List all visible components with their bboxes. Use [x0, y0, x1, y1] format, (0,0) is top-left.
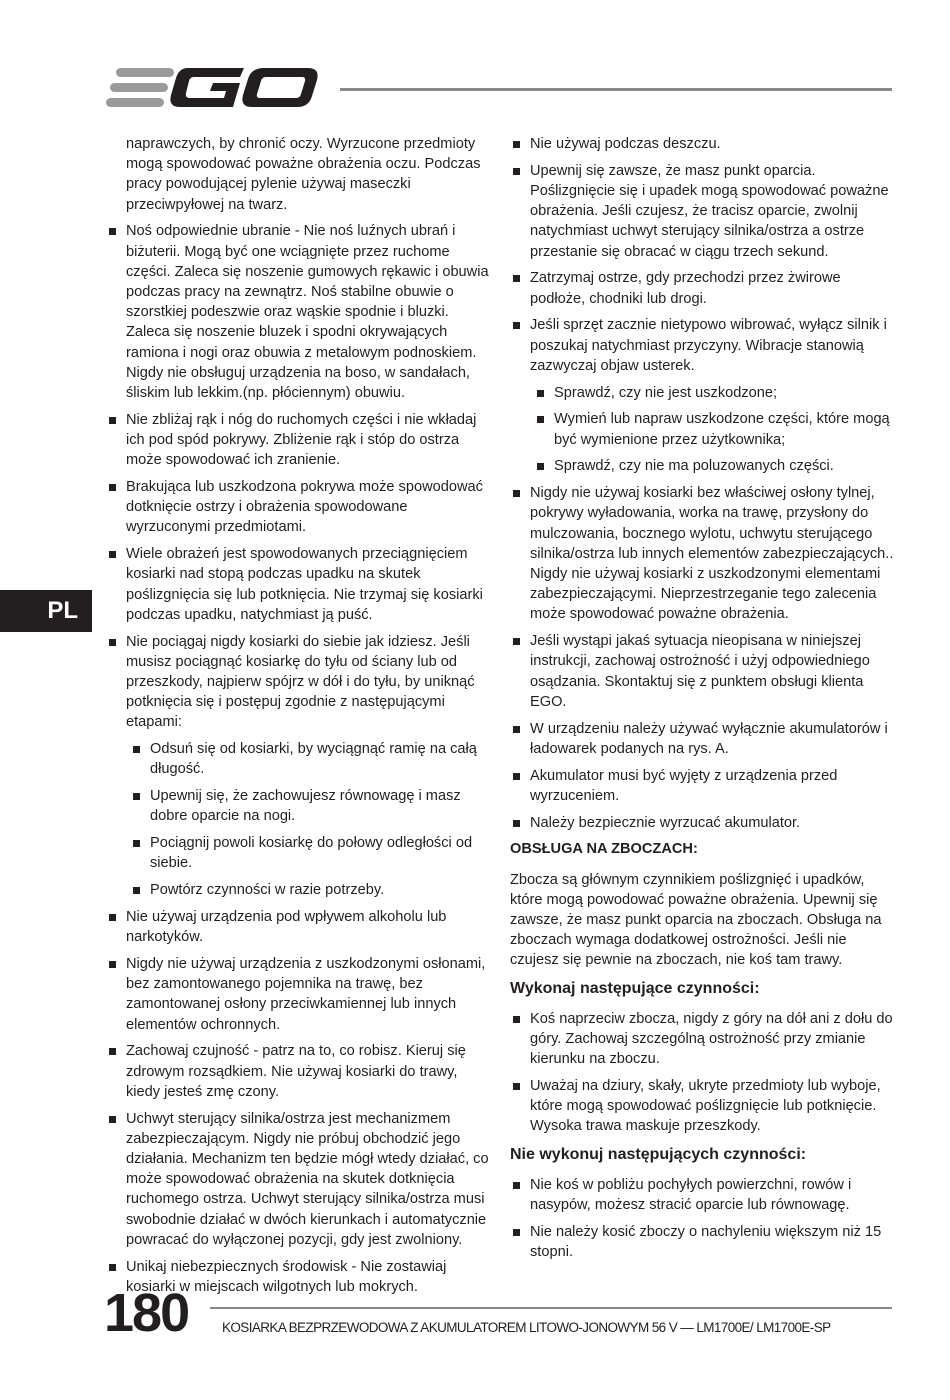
- continued-paragraph: naprawczych, by chronić oczy. Wyrzucone przedmioty mogą spowodować poważne obrażenia oczu. Podczas pracy powodującej pylenie używaj maseczki przeciwpyłowej na twarz.: [126, 136, 481, 213]
- right-list-a: [510, 134, 894, 477]
- sub-list-item: Wymień lub napraw uszkodzone części, które mogą być wymienione przez użytkownika;: [534, 409, 894, 449]
- list-item: Koś naprzeciw zbocza, nigdy z góry na dół ani z dołu do góry. Zachowaj szczególną ostrożność przy zmianie kierunku na zboczu.: [510, 1009, 894, 1070]
- list-item: Nie zbliżaj rąk i nóg do ruchomych części i nie wkładaj ich pod spód pokrywy. Zbliżenie rąk i stóp do ostrza może spowodować ich zranienie.: [106, 410, 490, 471]
- list-item: Akumulator musi być wyjęty z urządzenia przed wyrzuceniem.: [510, 766, 894, 806]
- left-list-b: [106, 907, 490, 1297]
- logo-o-letter: [242, 68, 317, 107]
- right-column: [510, 134, 894, 1269]
- do-heading: Wykonaj następujące czynności:: [510, 979, 760, 997]
- right-list-b: [510, 483, 894, 833]
- list-item: [510, 315, 894, 476]
- footer-product-text: KOSIARKA BEZPRZEWODOWA Z AKUMULATOREM LITOWO-JONOWYM 56 V — LM1700E/ LM1700E-SP: [222, 1320, 831, 1335]
- list-item: Nie koś w pobliżu pochyłych powierzchni, rowów i nasypów, możesz stracić oparcie lub równowagę.: [510, 1175, 894, 1215]
- right-sub-list: [530, 383, 894, 477]
- language-tab: PL: [0, 590, 92, 632]
- left-list-a: [106, 221, 490, 900]
- list-item: W urządzeniu należy używać wyłącznie akumulatorów i ładowarek podanych na rys. A.: [510, 719, 894, 759]
- list-item: Uważaj na dziury, skały, ukryte przedmioty lub wyboje, które mogą spowodować poślizgnięcie lub potknięcie. Wysoka trawa maskuje przeszkody.: [510, 1076, 894, 1137]
- left-sub-list: [126, 739, 490, 900]
- list-item-text: Nie pociągaj nigdy kosiarki do siebie jak idziesz. Jeśli musisz pociągnąć kosiarkę do tyłu od ściany lub od przeszkody, najpierw spójrz w dół i do tyłu, by uniknąć potknięcia się i postępuj zgodnie z następującymi etapami:: [126, 633, 475, 731]
- slopes-heading: OBSŁUGA NA ZBOCZACH:: [510, 841, 698, 858]
- list-item: Zachowaj czujność - patrz na to, co robisz. Kieruj się zdrowym rozsądkiem. Nie używaj kosiarki do trawy, kiedy jesteś zmę czony.: [106, 1041, 490, 1102]
- sub-list-item: Powtórz czynności w razie potrzeby.: [130, 880, 490, 900]
- list-item: Wiele obrażeń jest spowodowanych przeciągnięciem kosiarki nad stopą podczas upadku na skutek poślizgnięcia się lub potknięcia. Nie trzymaj się kosiarki podczas upadku, natychmiast ją puść.: [106, 544, 490, 625]
- logo-e-bar-top: [116, 68, 174, 77]
- list-item: Zatrzymaj ostrze, gdy przechodzi przez żwirowe podłoże, chodniki lub drogi.: [510, 268, 894, 308]
- list-item: Nie należy kosić zboczy o nachyleniu większym niż 15 stopni.: [510, 1222, 894, 1262]
- logo-g-letter: [170, 68, 244, 107]
- list-item: Nigdy nie używaj kosiarki bez właściwej osłony tylnej, pokrywy wyładowania, worka na trawę, przysłony do mulczowania, bocznego wylotu, uchwytu sterującego silnika/ostrza lub innych elementów zabezpieczających.. Nigdy nie używaj kosiarki z uszkodzonymi elementami zabezpieczającymi. Nieprzestrzeganie tego zalecenia może spowodować poważne obrażenia.: [510, 483, 894, 624]
- sub-list-item: Upewnij się, że zachowujesz równowagę i masz dobre oparcie na nogi.: [130, 786, 490, 826]
- logo-e-bar-bottom: [106, 98, 164, 107]
- list-item: Jeśli wystąpi jakaś sytuacja nieopisana w niniejszej instrukcji, zachowaj ostrożność i użyj odpowiedniego osądzania. Skontaktuj się z punktem obsługi klienta EGO.: [510, 631, 894, 712]
- list-item-text: Jeśli sprzęt zacznie nietypowo wibrować, wyłącz silnik i poszukaj natychmiast przyczyny. Wibracje stanowią zazwyczaj objaw usterek.: [530, 317, 887, 374]
- list-item: Nie używaj urządzenia pod wpływem alkoholu lub narkotyków.: [106, 907, 490, 947]
- list-item: Uchwyt sterujący silnika/ostrza jest mechanizmem zabezpieczającym. Nigdy nie próbuj obchodzić jego działania. Mechanizm ten będzie mógł wtedy działać, co może spowodować obrażenia na skutek dotknięcia ruchomego ostrza. Uchwyt sterujący silnika/ostrza musi swobodnie działać w dwóch kierunkach i automatycznie powracać do wyłączonej pozycji, gdy jest zwolniony.: [106, 1109, 490, 1250]
- page-number: 180: [104, 1283, 189, 1343]
- list-item: Nigdy nie używaj urządzenia z uszkodzonymi osłonami, bez zamontowanego pojemnika na trawę, bez zamontowanej osłony przeciwkamiennej lub innych elementów ochronnych.: [106, 954, 490, 1035]
- ego-logo: [106, 62, 320, 114]
- left-column: [106, 134, 490, 1304]
- sub-list-item: Sprawdź, czy nie ma poluzowanych części.: [534, 456, 894, 476]
- logo-e-bar-middle: [110, 83, 168, 92]
- dont-list: [510, 1175, 894, 1262]
- sub-list-item: Odsuń się od kosiarki, by wyciągnąć ramię na całą długość.: [130, 739, 490, 779]
- list-item: Noś odpowiednie ubranie - Nie noś luźnych ubrań i biżuterii. Mogą być one wciągnięte przez ruchome części. Zaleca się noszenie gumowych rękawic i obuwia podczas pracy na zewnątrz. Noś stabilne obuwie o szorstkiej podeszwie oraz wąskie spodnie i bluzki. Zaleca się noszenie bluzek i spodni okrywających ramiona i nogi oraz obuwia z metalowym podnoskiem. Nigdy nie obsługuj urządzenia na boso, w sandałach, śliskim lub lekkim.(np. płóciennym) obuwiu.: [106, 221, 490, 403]
- do-list: [510, 1009, 894, 1137]
- list-item: Unikaj niebezpiecznych środowisk - Nie zostawiaj kosiarki w miejscach wilgotnych lub mokrych.: [106, 1257, 490, 1297]
- slopes-paragraph: Zbocza są głównym czynnikiem poślizgnięć i upadków, które mogą powodować poważne obrażenia. Upewnij się zawsze, że masz punkt oparcia na zboczach. Obsługa na zboczach wymaga dodatkowej ostrożności. Jeśli nie czujesz się pewnie na zboczach, nie koś tam trawy.: [510, 871, 882, 969]
- header-rule: [340, 88, 892, 91]
- sub-list-item: Pociągnij powoli kosiarkę do połowy odległości od siebie.: [130, 833, 490, 873]
- list-item: Należy bezpiecznie wyrzucać akumulator.: [510, 813, 894, 833]
- sub-list-item: Sprawdź, czy nie jest uszkodzone;: [534, 383, 894, 403]
- list-item: Brakująca lub uszkodzona pokrywa może spowodować dotknięcie ostrzy i obrażenia spowodowane wyrzuconymi przedmiotami.: [106, 477, 490, 538]
- list-item: Nie używaj podczas deszczu.: [510, 134, 894, 154]
- footer-rule: [210, 1307, 892, 1309]
- list-item: Upewnij się zawsze, że masz punkt oparcia. Poślizgnięcie się i upadek mogą spowodować poważne obrażenia. Jeśli czujesz, że tracisz oparcie, zwolnij natychmiast uchwyt sterujący silnika/ostrza a ostrze przestanie się obracać w ciągu trzech sekund.: [510, 161, 894, 262]
- dont-heading: Nie wykonuj następujących czynności:: [510, 1145, 807, 1163]
- list-item: [106, 632, 490, 901]
